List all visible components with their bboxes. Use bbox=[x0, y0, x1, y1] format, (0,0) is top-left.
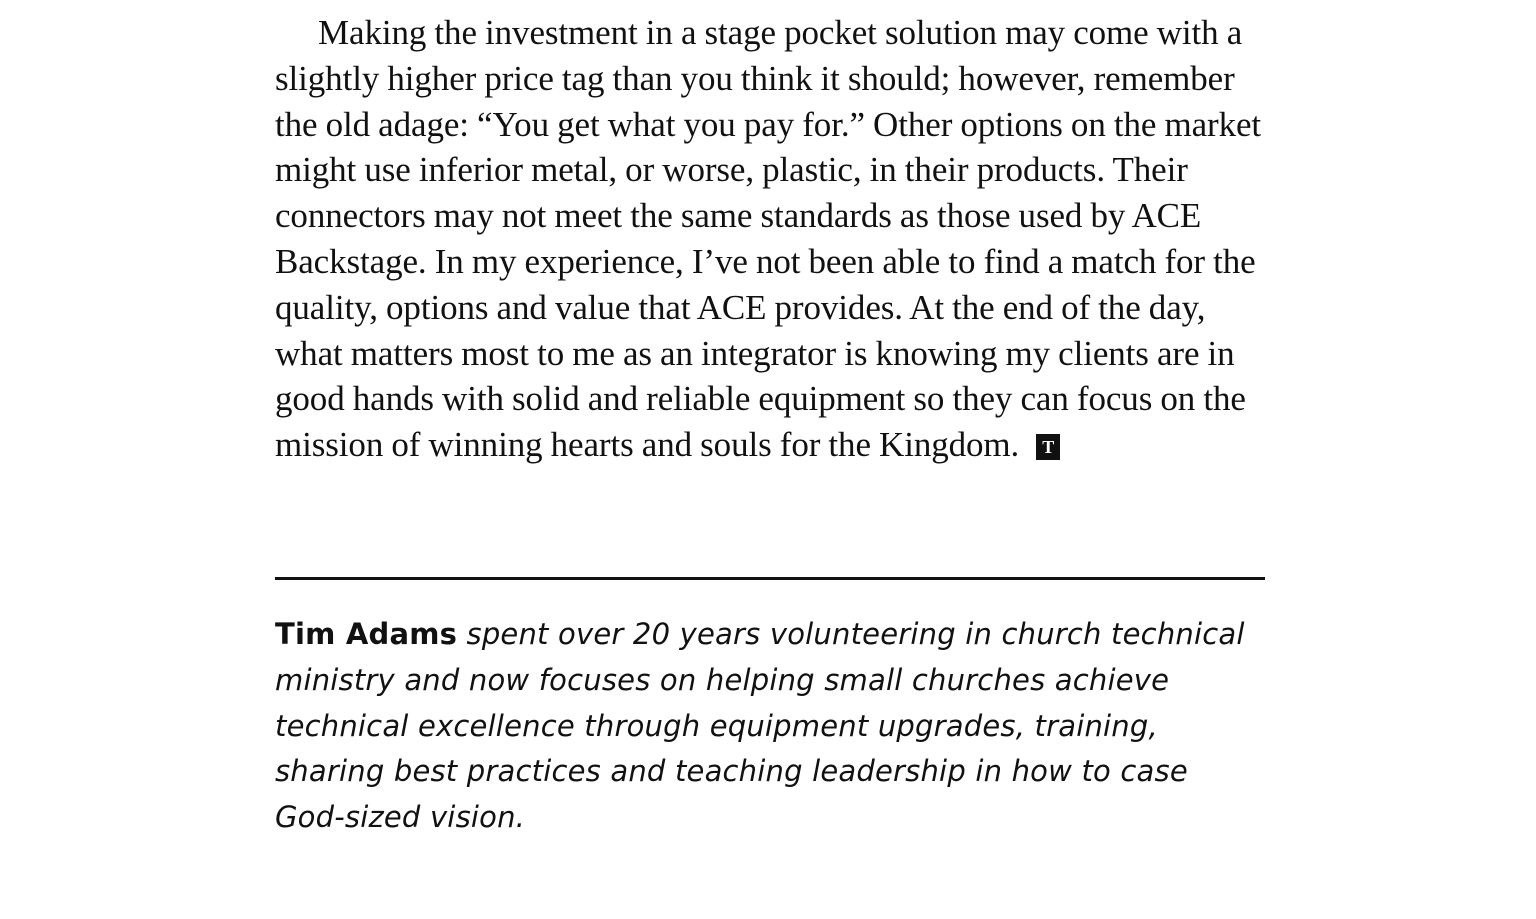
author-name: Tim Adams bbox=[275, 617, 458, 651]
end-of-article-icon: T bbox=[1036, 434, 1060, 460]
article-paragraph bbox=[275, 10, 1265, 468]
article-paragraph-text: Making the investment in a stage pocket solution may come with a slightly higher price tag than you think it should; however, remember the old adage: “You get what you pay for.” Other options on the market might use inferior metal, or worse, plastic, in their products. Their connectors may not meet the same standards as those used by ACE Backstage. In my experience, I’ve not been able to find a match for the quality, options and value that ACE provides. At the end of the day, what matters most to me as an integrator is knowing my clients are in good hands with solid and reliable equipment so they can focus on the mission of winning hearts and souls for the Kingdom. bbox=[275, 13, 1262, 465]
author-bio bbox=[275, 612, 1265, 841]
author-bio-text: spent over 20 years volunteering in church technical ministry and now focuses on helping small churches achieve technical excellence through equipment upgrades, training, sharing best practices and teaching leadership in how to case God-sized vision. bbox=[275, 617, 1245, 835]
section-divider bbox=[275, 577, 1265, 580]
article-page bbox=[275, 0, 1265, 919]
